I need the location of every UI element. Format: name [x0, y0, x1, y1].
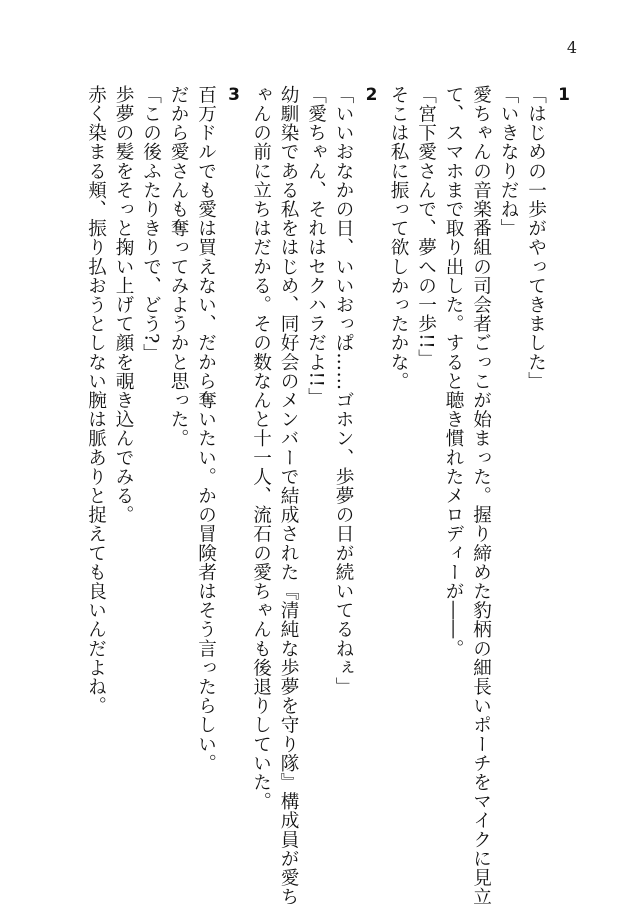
text-line: 「はじめの一歩がやってきました」 [525, 85, 547, 391]
vertical-text-body [82, 85, 577, 906]
text-line: 赤く染まる頬、振り払おうとしない腕は脈ありと捉えても良いんだよね。 [85, 85, 107, 716]
text-line: そこは私に振って欲しかったかな。 [388, 85, 409, 391]
text-line: だから愛さんも奪ってみようかと思った。 [168, 85, 189, 448]
text-line: 「宮下愛さんで、夢への一歩!!」 [415, 85, 437, 369]
text-line: 歩夢の髪をそっと掬い上げて顔を覗き込んでみる。 [113, 85, 134, 525]
text-line: 愛ちゃんの音楽番組の司会者ごっこが始まった。握り締めた豹柄の細長いポーチをマイクに見立 [470, 85, 492, 906]
text-line: 「この後ふたりきりで、どう?」 [140, 85, 162, 363]
text-line: 百万ドルでも愛は買えない、だから奪いたい。かの冒険者はそう言ったらしい。 [195, 85, 217, 773]
section-number: 2 [361, 85, 382, 106]
text-line: て、スマホまで取り出した。すると聴き慣れたメロディーが――。 [443, 85, 464, 658]
text-line: 「いきなりだね」 [498, 85, 519, 238]
text-line: 「愛ちゃん、それはセクハラだよ!!」 [305, 85, 327, 407]
text-line: 「いいおなかの日、いいおっぱ……ゴホン、歩夢の日が続いてるねぇ」 [333, 85, 354, 697]
section-number: 3 [224, 85, 244, 106]
text-line: 幼馴染である私をはじめ、同好会のメンバーで結成された『清純な歩夢を守り隊』構成員が愛ち [278, 85, 299, 906]
section-number: 1 [554, 85, 574, 106]
page-number: 4 [566, 38, 577, 57]
text-line: ゃんの前に立ちはだかる。その数なんと十一人、流石の愛ちゃんも後退りしていた。 [250, 85, 272, 811]
